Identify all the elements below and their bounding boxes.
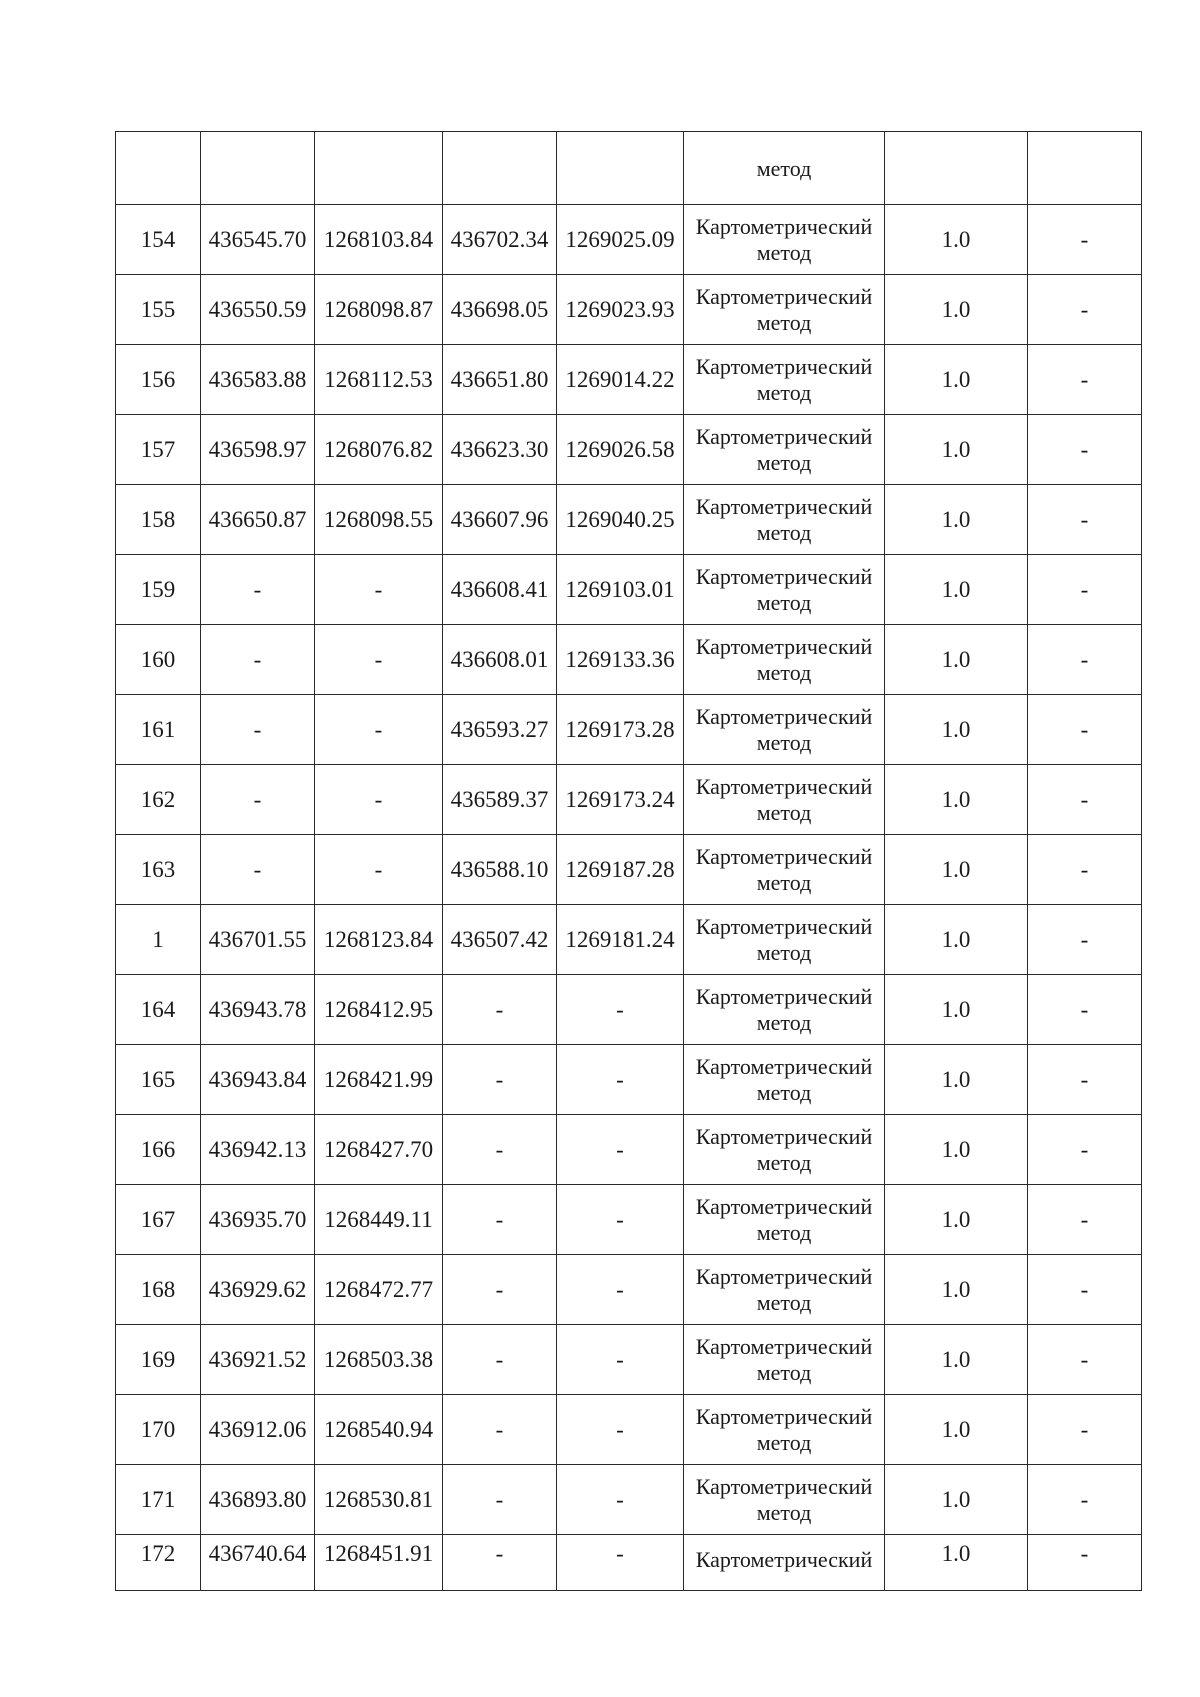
cell-number: 1 [116,905,201,975]
cell-y1: - [315,555,443,625]
cell-method [684,345,885,415]
cell-method [684,1115,885,1185]
table-row [116,1535,1142,1591]
table-row [116,835,1142,905]
cell-y1: 1268098.87 [315,275,443,345]
method-line-2: метод [756,239,812,265]
cell-accuracy: 1.0 [885,695,1028,765]
table-row [116,765,1142,835]
cell-y2: - [557,1045,684,1115]
cell-x1: - [201,835,315,905]
cell-method [684,835,885,905]
cell-note: - [1028,1255,1142,1325]
cell-note: - [1028,625,1142,695]
cell-x1 [201,132,315,205]
table-row [116,275,1142,345]
cell-x2: - [443,1115,557,1185]
cell-y1: 1268123.84 [315,905,443,975]
table-row [116,695,1142,765]
cell-accuracy: 1.0 [885,1535,1028,1591]
method-line-1: Картометрический [695,213,873,239]
cell-method [684,205,885,275]
cell-note: - [1028,415,1142,485]
cell-x2: - [443,1255,557,1325]
cell-x1: 436598.97 [201,415,315,485]
cell-x1: 436893.80 [201,1465,315,1535]
cell-accuracy: 1.0 [885,345,1028,415]
cell-x1: - [201,695,315,765]
cell-note: - [1028,1045,1142,1115]
method-line-2: метод [756,1079,812,1105]
cell-y2: 1269173.28 [557,695,684,765]
cell-y1: 1268112.53 [315,345,443,415]
cell-number: 172 [116,1535,201,1591]
method-line-2: метод [756,869,812,895]
method-line-1: Картометрический [695,563,873,589]
cell-y1: 1268103.84 [315,205,443,275]
cell-method [684,555,885,625]
table-row-continued [116,132,1142,205]
cell-y2: 1269181.24 [557,905,684,975]
method-line-1: Картометрический [695,1053,873,1079]
cell-x2: 436698.05 [443,275,557,345]
cell-method [684,1465,885,1535]
cell-x2: - [443,1325,557,1395]
cell-x2: - [443,1535,557,1591]
table-row [116,555,1142,625]
cell-x2: 436623.30 [443,415,557,485]
method-line-2: метод [756,519,812,545]
cell-note: - [1028,835,1142,905]
cell-note: - [1028,765,1142,835]
cell-note: - [1028,695,1142,765]
method-line-2: метод [756,309,812,335]
method-line-2: метод [756,1359,812,1385]
method-line-2: метод [756,1499,812,1525]
cell-y2: 1269040.25 [557,485,684,555]
cell-note [1028,132,1142,205]
table-row [116,205,1142,275]
table-row [116,1185,1142,1255]
cell-note: - [1028,485,1142,555]
cell-y1: 1268451.91 [315,1535,443,1591]
cell-number: 171 [116,1465,201,1535]
cell-number: 163 [116,835,201,905]
method-line-2: метод [756,1429,812,1455]
cell-x2: 436593.27 [443,695,557,765]
table-body [116,132,1142,1591]
cell-y2: 1269025.09 [557,205,684,275]
cell-x1: 436740.64 [201,1535,315,1591]
cell-y1: - [315,625,443,695]
cell-note: - [1028,975,1142,1045]
cell-method [684,1185,885,1255]
cell-note: - [1028,1535,1142,1591]
method-line-1: Картометрический [695,1193,873,1219]
cell-accuracy: 1.0 [885,1395,1028,1465]
cell-number: 169 [116,1325,201,1395]
cell-y2: 1269133.36 [557,625,684,695]
table-row [116,975,1142,1045]
method-line-2: метод [756,729,812,755]
cell-number: 156 [116,345,201,415]
method-line-2: метод [756,1219,812,1245]
method-line-1: Картометрический [695,843,873,869]
cell-y2: - [557,1185,684,1255]
method-line-1: Картометрический [695,1333,873,1359]
cell-accuracy: 1.0 [885,1185,1028,1255]
cell-y1: 1268427.70 [315,1115,443,1185]
cell-x2: 436651.80 [443,345,557,415]
cell-y2: 1269103.01 [557,555,684,625]
cell-method [684,695,885,765]
cell-number: 154 [116,205,201,275]
cell-y2 [557,132,684,205]
method-line-2: метод [756,379,812,405]
cell-x1: - [201,765,315,835]
cell-method [684,1395,885,1465]
cell-number: 158 [116,485,201,555]
cell-x2: 436607.96 [443,485,557,555]
method-line-1: Картометрический [695,633,873,659]
cell-number: 155 [116,275,201,345]
cell-method [684,275,885,345]
cell-note: - [1028,905,1142,975]
table-row [116,415,1142,485]
cell-y1: - [315,695,443,765]
cell-method [684,1325,885,1395]
cell-note: - [1028,345,1142,415]
cell-x1: 436701.55 [201,905,315,975]
method-line-1: Картометрический [695,703,873,729]
method-line-1: Картометрический [695,1547,873,1572]
method-line-2: метод [756,1009,812,1035]
cell-accuracy: 1.0 [885,275,1028,345]
cell-x1: 436943.84 [201,1045,315,1115]
cell-number: 162 [116,765,201,835]
cell-y1: - [315,835,443,905]
cell-y2: - [557,1115,684,1185]
cell-y2: 1269023.93 [557,275,684,345]
cell-number: 168 [116,1255,201,1325]
method-line-1: Картометрический [695,1263,873,1289]
method-line-2: метод [756,589,812,615]
cell-x1: 436650.87 [201,485,315,555]
cell-note: - [1028,275,1142,345]
cell-accuracy: 1.0 [885,485,1028,555]
cell-note: - [1028,1465,1142,1535]
table-row [116,1115,1142,1185]
cell-number: 160 [116,625,201,695]
cell-y1: 1268412.95 [315,975,443,1045]
method-line-2: метод [756,449,812,475]
cell-x2: - [443,975,557,1045]
method-line-2: метод [756,1289,812,1315]
cell-y1: 1268540.94 [315,1395,443,1465]
method-line-1: Картометрический [695,493,873,519]
cell-method [684,1535,885,1591]
cell-method [684,765,885,835]
method-line-1: Картометрический [695,423,873,449]
cell-x1: - [201,625,315,695]
cell-note: - [1028,555,1142,625]
cell-accuracy: 1.0 [885,975,1028,1045]
cell-y2: 1269173.24 [557,765,684,835]
method-line-1: Картометрический [695,1403,873,1429]
cell-y1: 1268098.55 [315,485,443,555]
cell-y2: - [557,1325,684,1395]
table-row [116,345,1142,415]
method-line-1: Картометрический [695,353,873,379]
cell-y1: 1268472.77 [315,1255,443,1325]
coordinates-table [115,131,1142,1591]
cell-number [116,132,201,205]
cell-accuracy: 1.0 [885,835,1028,905]
cell-y2: - [557,1395,684,1465]
cell-accuracy: 1.0 [885,415,1028,485]
table-row [116,1255,1142,1325]
cell-y1: 1268530.81 [315,1465,443,1535]
cell-number: 164 [116,975,201,1045]
cell-method [684,905,885,975]
cell-accuracy [885,132,1028,205]
method-line-1: Картометрический [695,1123,873,1149]
cell-accuracy: 1.0 [885,205,1028,275]
cell-x1: 436935.70 [201,1185,315,1255]
method-line-2: метод [756,659,812,685]
table-row [116,1045,1142,1115]
cell-y2: - [557,1255,684,1325]
cell-x2: 436507.42 [443,905,557,975]
table-row [116,1465,1142,1535]
cell-note: - [1028,1325,1142,1395]
cell-x1: 436550.59 [201,275,315,345]
method-line-2: метод [756,799,812,825]
cell-x2: 436608.01 [443,625,557,695]
cell-number: 157 [116,415,201,485]
cell-y1 [315,132,443,205]
table-row [116,625,1142,695]
cell-method [684,625,885,695]
cell-x2: 436588.10 [443,835,557,905]
cell-accuracy: 1.0 [885,625,1028,695]
cell-accuracy: 1.0 [885,905,1028,975]
cell-accuracy: 1.0 [885,1465,1028,1535]
cell-y1: 1268449.11 [315,1185,443,1255]
cell-x2: 436589.37 [443,765,557,835]
cell-note: - [1028,1115,1142,1185]
table-row [116,1325,1142,1395]
cell-accuracy: 1.0 [885,555,1028,625]
method-line-1: Картометрический [695,773,873,799]
cell-x2: - [443,1185,557,1255]
cell-x1: 436921.52 [201,1325,315,1395]
cell-accuracy: 1.0 [885,1325,1028,1395]
cell-number: 166 [116,1115,201,1185]
cell-method: метод [684,132,885,205]
cell-y2: 1269026.58 [557,415,684,485]
cell-y1: - [315,765,443,835]
cell-method [684,1045,885,1115]
cell-x1: 436545.70 [201,205,315,275]
cell-number: 167 [116,1185,201,1255]
cell-x2 [443,132,557,205]
cell-y2: 1269187.28 [557,835,684,905]
table-row [116,485,1142,555]
table-row [116,1395,1142,1465]
cell-x2: - [443,1045,557,1115]
cell-number: 161 [116,695,201,765]
cell-note: - [1028,1185,1142,1255]
cell-x1: 436943.78 [201,975,315,1045]
cell-method [684,975,885,1045]
cell-y2: - [557,1465,684,1535]
method-line-1: Картометрический [695,1473,873,1499]
cell-accuracy: 1.0 [885,1255,1028,1325]
cell-y2: - [557,975,684,1045]
cell-y2: - [557,1535,684,1591]
cell-y1: 1268076.82 [315,415,443,485]
cell-method [684,415,885,485]
method-line-1: Картометрический [695,913,873,939]
cell-number: 165 [116,1045,201,1115]
cell-y1: 1268503.38 [315,1325,443,1395]
cell-y1: 1268421.99 [315,1045,443,1115]
cell-number: 170 [116,1395,201,1465]
cell-method [684,485,885,555]
cell-method [684,1255,885,1325]
cell-x1: 436929.62 [201,1255,315,1325]
cell-accuracy: 1.0 [885,1045,1028,1115]
method-line-1: Картометрический [695,283,873,309]
table-row [116,905,1142,975]
method-line-2: метод [756,939,812,965]
cell-x2: - [443,1395,557,1465]
cell-note: - [1028,1395,1142,1465]
cell-x2: 436608.41 [443,555,557,625]
cell-x2: 436702.34 [443,205,557,275]
cell-number: 159 [116,555,201,625]
cell-accuracy: 1.0 [885,765,1028,835]
cell-x1: 436583.88 [201,345,315,415]
method-line-2: метод [756,1149,812,1175]
cell-x1: - [201,555,315,625]
method-line-1: Картометрический [695,983,873,1009]
cell-y2: 1269014.22 [557,345,684,415]
cell-note: - [1028,205,1142,275]
cell-x1: 436942.13 [201,1115,315,1185]
cell-accuracy: 1.0 [885,1115,1028,1185]
cell-x2: - [443,1465,557,1535]
cell-x1: 436912.06 [201,1395,315,1465]
